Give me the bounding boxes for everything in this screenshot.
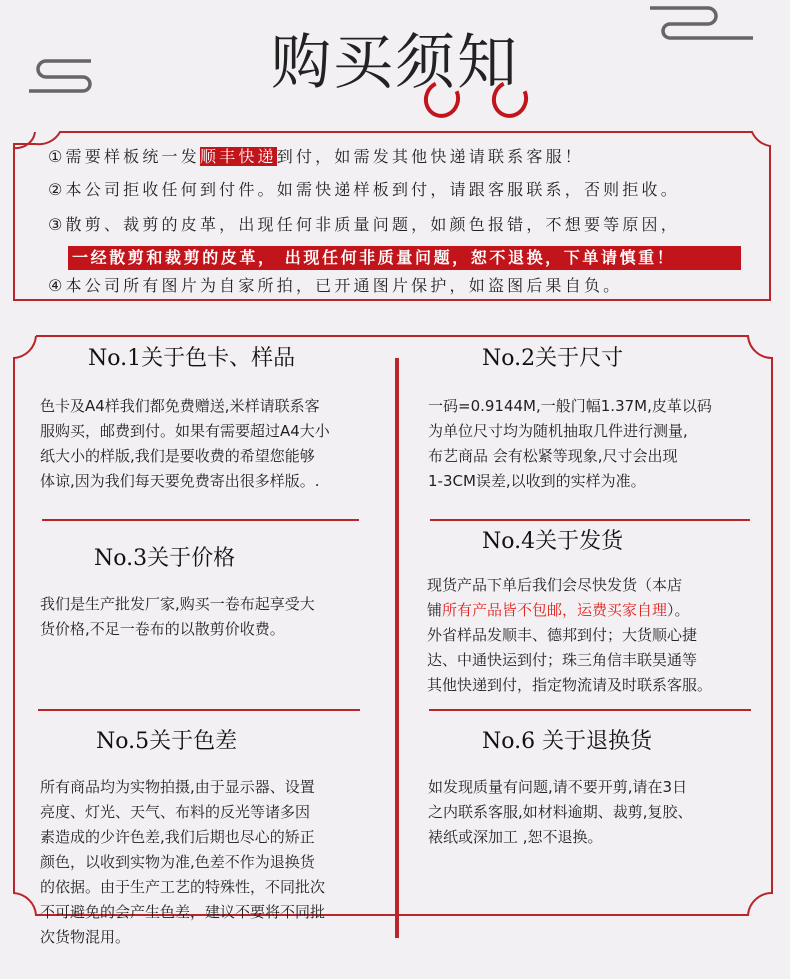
section-4-body [427, 573, 712, 698]
body-line: 为单位尺寸均为随机抽取几件进行测量, [428, 422, 688, 440]
section-divider [38, 709, 360, 711]
body-line: 颜色，以收到实物为准,色差不作为退换货 [40, 853, 315, 871]
body-line: 之内联系客服,如材料逾期、裁剪,复胶、 [428, 803, 693, 821]
notice-line-1-prefix: ①需要样板统一发 [48, 147, 200, 166]
section-3-title: No.3关于价格 [94, 546, 236, 571]
notice-line-1 [48, 147, 584, 167]
body-line: 纸大小的样版,我们是要收费的希望您能够 [40, 447, 315, 465]
body-line: 一码=0.9144M,一般门幅1.37M,皮革以码 [428, 397, 712, 415]
section-divider [42, 519, 359, 521]
body-line: 不可避免的会产生色差，建议不要将不同批 [40, 903, 326, 921]
body-line: 所有商品均为实物拍摄,由于显示器、设置 [40, 778, 315, 796]
section-6-title: No.6 关于退换货 [482, 729, 653, 754]
section-2-body [428, 394, 712, 494]
body-line: 布艺商品 会有松紧等现象,尺寸会出现 [428, 447, 678, 465]
center-divider [395, 358, 399, 938]
body-line: 体谅,因为我们每天要免费寄出很多样版。. [40, 472, 320, 490]
section-5-body [40, 775, 325, 950]
body-line: 次货物混用。 [40, 928, 131, 946]
notice-line-4: ④本公司所有图片为自家所拍，已开通图片保护，如盗图后果自负。 [48, 276, 623, 295]
section-divider [429, 709, 751, 711]
body-line: 素造成的少许色差,我们后期也尽心的矫正 [40, 828, 315, 846]
section-5-title: No.5关于色差 [96, 729, 238, 754]
body-line: 达、中通快运到付；珠三角信丰联昊通等 [427, 651, 698, 669]
sf-express-highlight: 顺丰快递 [199, 147, 277, 166]
body-line: 亮度、灯光、天气、布料的反光等诸多因 [40, 803, 311, 821]
notice-line-3: ③散剪、裁剪的皮革，出现任何非质量问题，如颜色报错，不想要等原因， [48, 215, 680, 234]
body-line: 裱纸或深加工 ,恕不退换。 [428, 828, 603, 846]
free-shipping-warning: 所有产品皆不包邮，运费买家自理 [442, 601, 668, 619]
section-1-body [40, 394, 330, 494]
body-line: 如发现质量有问题,请不要开剪,请在3日 [428, 778, 688, 796]
section-6-body [428, 775, 693, 850]
section-divider [430, 519, 750, 521]
body-text: ）。 [667, 601, 690, 619]
body-line: 1-3CM误差,以收到的实样为准。 [428, 472, 646, 490]
body-line: 外省样品发顺丰、德邦到付；大货顺心捷 [427, 626, 698, 644]
section-4-title: No.4关于发货 [482, 529, 624, 554]
body-line: 我们是生产批发厂家,购买一卷布起享受大 [40, 595, 315, 613]
notice-line-2: ②本公司拒收任何到付件。如需快递样板到付，请跟客服联系，否则拒收。 [48, 180, 680, 199]
body-text: 铺 [427, 601, 443, 619]
body-line: 现货产品下单后我们会尽快发货（本店 [427, 576, 683, 594]
notice-line-1-suffix: 到付，如需发其他快递请联系客服！ [276, 147, 584, 166]
section-3-body [40, 592, 315, 642]
section-2-title: No.2关于尺寸 [482, 346, 624, 371]
section-1-title: No.1关于色卡、样品 [88, 346, 296, 371]
body-line: 其他快递到付，指定物流请及时联系客服。 [427, 676, 713, 694]
body-line: 货价格,不足一卷布的以散剪价收费。 [40, 620, 285, 638]
body-line [427, 598, 712, 623]
body-line: 服购买，邮费到付。如果有需要超过A4大小 [40, 422, 330, 440]
body-line: 的依据。由于生产工艺的特殊性，不同批次 [40, 878, 326, 896]
warning-banner: 一经散剪和裁剪的皮革， 出现任何非质量问题，恕不退换，下单请慎重！ [68, 246, 741, 270]
page-title: 购买须知 [271, 28, 519, 98]
body-line: 色卡及A4样我们都免费赠送,米样请联系客 [40, 397, 320, 415]
